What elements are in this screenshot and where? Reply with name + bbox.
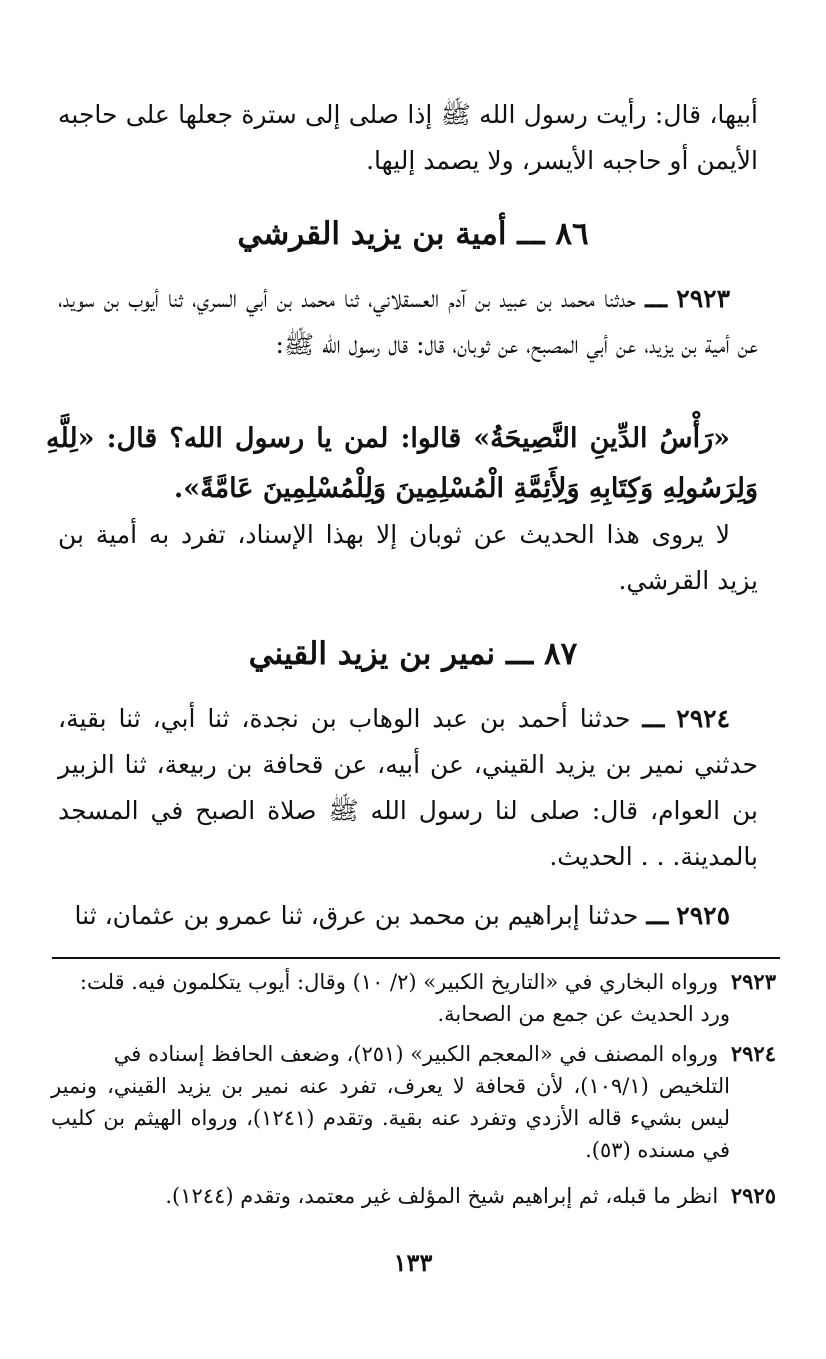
intro-paragraph: أبيها، قال: رأيت رسول الله ﷺ إذا صلى إلى سترة جعلها على حاجبه الأيمن أو حاجبه الأيسر، ولا يصمد إليها.	[58, 100, 758, 175]
section-number: ٨٧	[544, 636, 578, 672]
hadith-number: ٢٩٢٣	[676, 284, 730, 313]
footnote-2924	[51, 1038, 776, 1166]
hadith-dash: ـــ	[646, 901, 669, 930]
hadith-2924	[58, 696, 758, 880]
footnote-text: انظر ما قبله، ثم إبراهيم شيخ المؤلف غير معتمد، وتقدم (١٢٤٤).	[165, 1184, 719, 1208]
page-number: ١٣٣	[393, 1248, 433, 1277]
section-dash: ـــ	[517, 216, 545, 252]
section-heading-86	[0, 216, 826, 252]
footnote-number: ٢٩٢٣	[730, 969, 776, 994]
footnote-2923	[51, 966, 776, 1030]
section-dash: ـــ	[505, 636, 534, 672]
footnote-text: ورواه البخاري في «التاريخ الكبير» (٢/ ١٠) وقال: أيوب يتكلمون فيه. قلت:	[79, 970, 719, 994]
footnote-number: ٢٩٢٥	[730, 1183, 776, 1208]
hadith-number: ٢٩٢٥	[676, 901, 730, 930]
hadith-isnad-text: حدثنا محمد بن عبيد بن آدم العسقلاني، ثنا محمد بن أبي السري، ثنا أيوب بن سويد، عن أمية بن يزيد، عن أبي المصبح، عن ثوبان، قال: قال رسول الله ﷺ:	[58, 284, 758, 359]
section-title: نمير بن يزيد القيني	[248, 636, 496, 672]
section-number: ٨٦	[555, 216, 589, 252]
hadith-2923-comment: لا يروى هذا الحديث عن ثوبان إلا بهذا الإسناد، تفرد به أمية بن يزيد القرشي.	[58, 520, 758, 595]
hadith-2925	[58, 893, 758, 939]
footnote-number: ٢٩٢٤	[730, 1041, 776, 1066]
hadith-2923-isnad	[58, 276, 758, 368]
hadith-dash: ـــ	[642, 704, 665, 733]
footnote-divider	[52, 957, 780, 959]
footnote-2925	[51, 1180, 776, 1212]
hadith-dash: ـــ	[645, 284, 668, 313]
footnote-text: ورواه المصنف في «المعجم الكبير» (٢٥١)، وضعف الحافظ إسناده في	[113, 1042, 719, 1066]
hadith-text: حدثنا إبراهيم بن محمد بن عرق، ثنا عمرو بن عثمان، ثنا	[74, 901, 639, 930]
section-title: أمية بن يزيد القرشي	[237, 216, 507, 252]
footnote-text-continued: ورد الحديث عن جمع من الصحابة.	[437, 1002, 730, 1026]
footnote-text-continued: التلخيص (١٠٩/١)، لأن قحافة لا يعرف، تفرد عنه نمير بن يزيد القيني، ونمير ليس بشيء قاله الأزدي وتفرد عنه بقية. وتقدم (١٢٤١)، ورواه الهيثم بن كليب في مسنده (٥٣).	[51, 1074, 730, 1162]
hadith-number: ٢٩٢٤	[676, 704, 730, 733]
hadith-2923-matn: «رَأْسُ الدِّينِ النَّصِيحَةُ» قالوا: لمن يا رسول الله؟ قال: «لِلَّهِ وَلِرَسُولِهِ وَكِتَابِهِ وَلِأَئِمَّةِ الْمُسْلِمِينَ وَلِلْمُسْلِمِينَ عَامَّةً».	[46, 423, 758, 504]
section-heading-87	[0, 636, 826, 672]
hadith-text: حدثنا أحمد بن عبد الوهاب بن نجدة، ثنا أبي، ثنا بقية، حدثني نمير بن يزيد القيني، عن أبيه، عن قحافة بن ربيعة، ثنا الزبير بن العوام، قال: صلى لنا رسول الله ﷺ صلاة الصبح في المسجد بالمدينة. . . الحديث.	[58, 704, 758, 871]
